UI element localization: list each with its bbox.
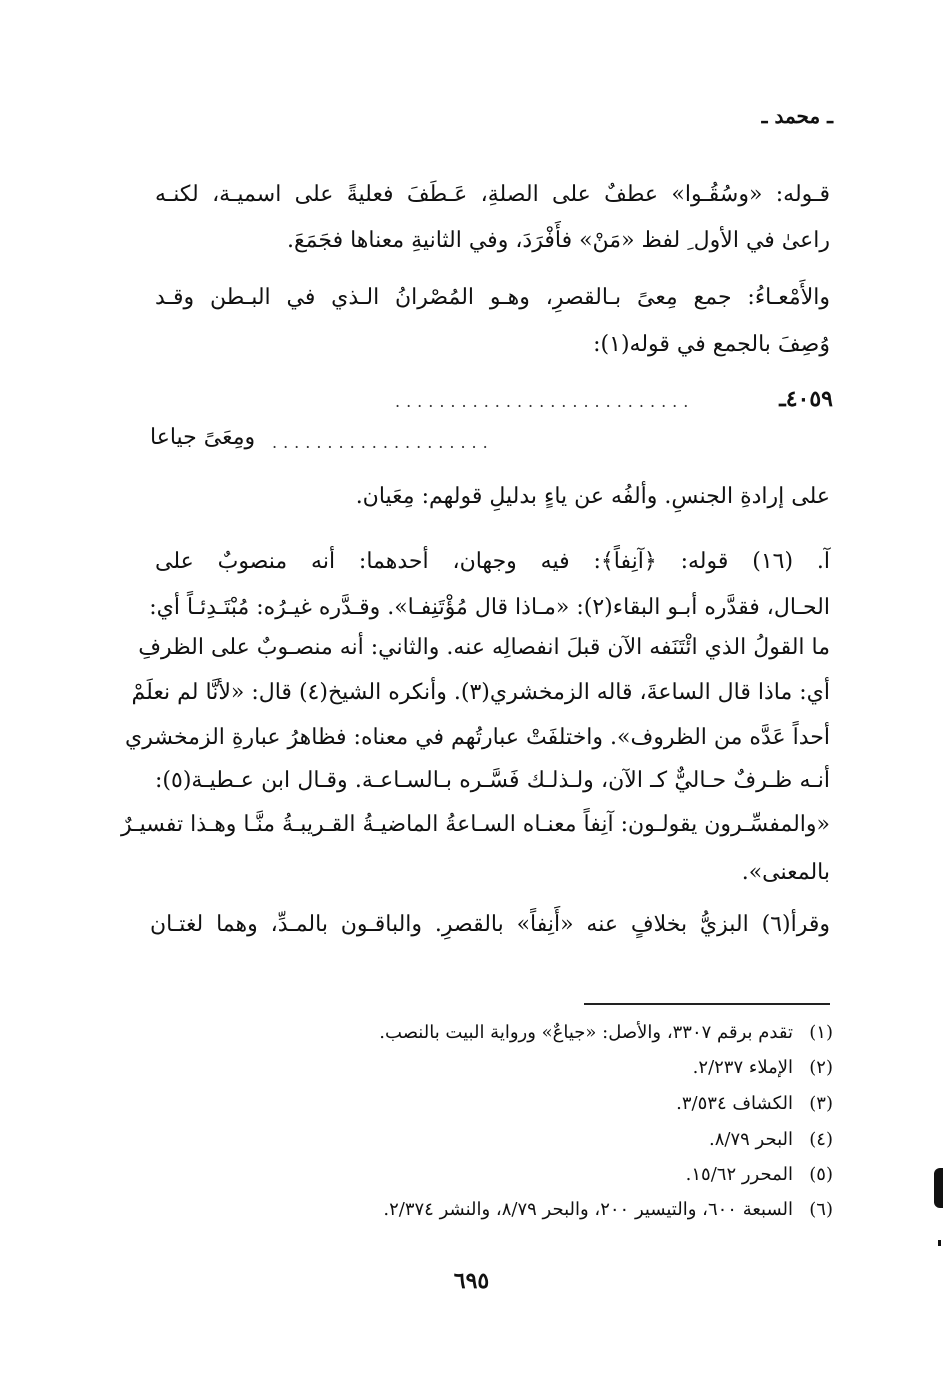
verse-number: ٤٠٥٩ـ: [779, 386, 833, 412]
footnote-1-text: تقدم برقم ٣٣٠٧، والأصل: «جياعٌ» ورواية البيت بالنصب.: [379, 1022, 793, 1043]
body-line-4: وُصِفَ بالجمع في قوله(١):: [593, 332, 830, 357]
section-line-5: أحداً عَدَّه من الظروف». واختلفَتْ عبارتُهم في معناه: فظاهرُ عبارةِ الزمخشري: [125, 725, 830, 750]
footnote-3-number: (٣): [809, 1093, 833, 1114]
section-line-4: أي: ماذا قال الساعةَ، قاله الزمخشري(٣). وأنكره الشيخ(٤) قال: «لأنَّا لم نعلَمْ: [131, 680, 830, 705]
verse-dots-first-hemistich: ...........................: [395, 392, 695, 411]
footnote-1: [379, 1020, 833, 1046]
body-line-3: والأَمْعـاءُ: جمع مِعىً بـالقصرِ، وهـو المُصْرانُ الـذي في البـطن وقـد: [155, 285, 830, 310]
footnote-3-text: الكشاف ٣/٥٣٤.: [676, 1093, 793, 1114]
verse-text: ومِعَىً جياعا: [150, 425, 256, 450]
page-edge-speck: [938, 1240, 941, 1246]
section-line-9: وقرأ(٦) البزيُّ بخلافٍ عنه «أَنِفاً» بالقصرِ. والباقـون بالمـدِّ، وهما لغتـان: [150, 912, 830, 937]
after-verse-line: على إرادةِ الجنسِ. وألفُه عن ياءٍ بدليلِ قولهم: مِعَيان.: [355, 484, 830, 509]
footnote-2-text: الإملاء ٢/٢٣٧.: [692, 1057, 793, 1078]
footnote-6-text: السبعة ٦٠٠، والتيسير ٢٠٠، والبحر ٨/٧٩، والنشر ٢/٣٧٤.: [383, 1199, 793, 1220]
footnote-5-text: المحرر ١٥/٦٢.: [685, 1164, 793, 1185]
footnote-6: [383, 1197, 833, 1223]
footnote-5-number: (٥): [809, 1164, 833, 1185]
footnote-6-number: (٦): [809, 1199, 833, 1220]
body-line-2: راعىٰ في الأول ِ لفظ «مَنْ» فأَفْرَدَ، وفي الثانيةِ معناها فجَمَعَ.: [286, 228, 830, 253]
footnote-4: [709, 1127, 833, 1153]
section-line-1: آ. (١٦) قوله: ﴿آنِفاً﴾: فيه وجهان، أحدهما: أنه منصوبٌ على: [155, 549, 830, 574]
page-number: ٦٩٥: [453, 1268, 490, 1294]
page-edge-mark: [934, 1168, 943, 1208]
section-line-7: «والمفسِّـرون يقولـون: آنِفاً معنـاه السـاعةُ الماضيـةُ القـريبـةُ منَّـا وهـذا تفسيـرٌ: [121, 812, 830, 837]
section-line-2: الحـال، فقدَّره أبـو البقاء(٢): «مـاذا قال مُؤْتَنِفـا». وقـدَّره غيـرُه: مُبْتَـدِئـاً أي:: [149, 595, 830, 620]
section-line-8: بالمعنى».: [741, 860, 830, 885]
running-header: ـ محمد ـ: [761, 104, 833, 128]
footnote-4-text: البحر ٨/٧٩.: [708, 1129, 793, 1150]
body-line-1: قـوله: «وسُقُـوا» عطفٌ على الصلةِ، عَـطَفَ فعليةً على اسميـة، لكنـه: [155, 182, 830, 207]
footnote-3: [676, 1091, 833, 1117]
footnote-2: [693, 1055, 833, 1081]
footnote-2-number: (٢): [809, 1057, 833, 1078]
section-line-6: أنـه ظـرفٌ حـاليٌّ كـ الآن، ولـذلـك فَسَّـره بـالسـاعـة. وقـال ابن عـطيـة(٥):: [155, 768, 830, 793]
footnote-separator: [584, 1003, 830, 1005]
verse-dots-second-hemistich: ....................: [272, 433, 494, 452]
footnote-1-number: (١): [809, 1022, 833, 1043]
footnote-4-number: (٤): [809, 1129, 833, 1150]
section-line-3: ما القولُ الذي ائْتَنَفه الآن قبلَ انفصالِه عنه. والثاني: أنه منصـوبٌ على الظرفِ: [138, 635, 830, 660]
footnote-5: [686, 1162, 833, 1188]
